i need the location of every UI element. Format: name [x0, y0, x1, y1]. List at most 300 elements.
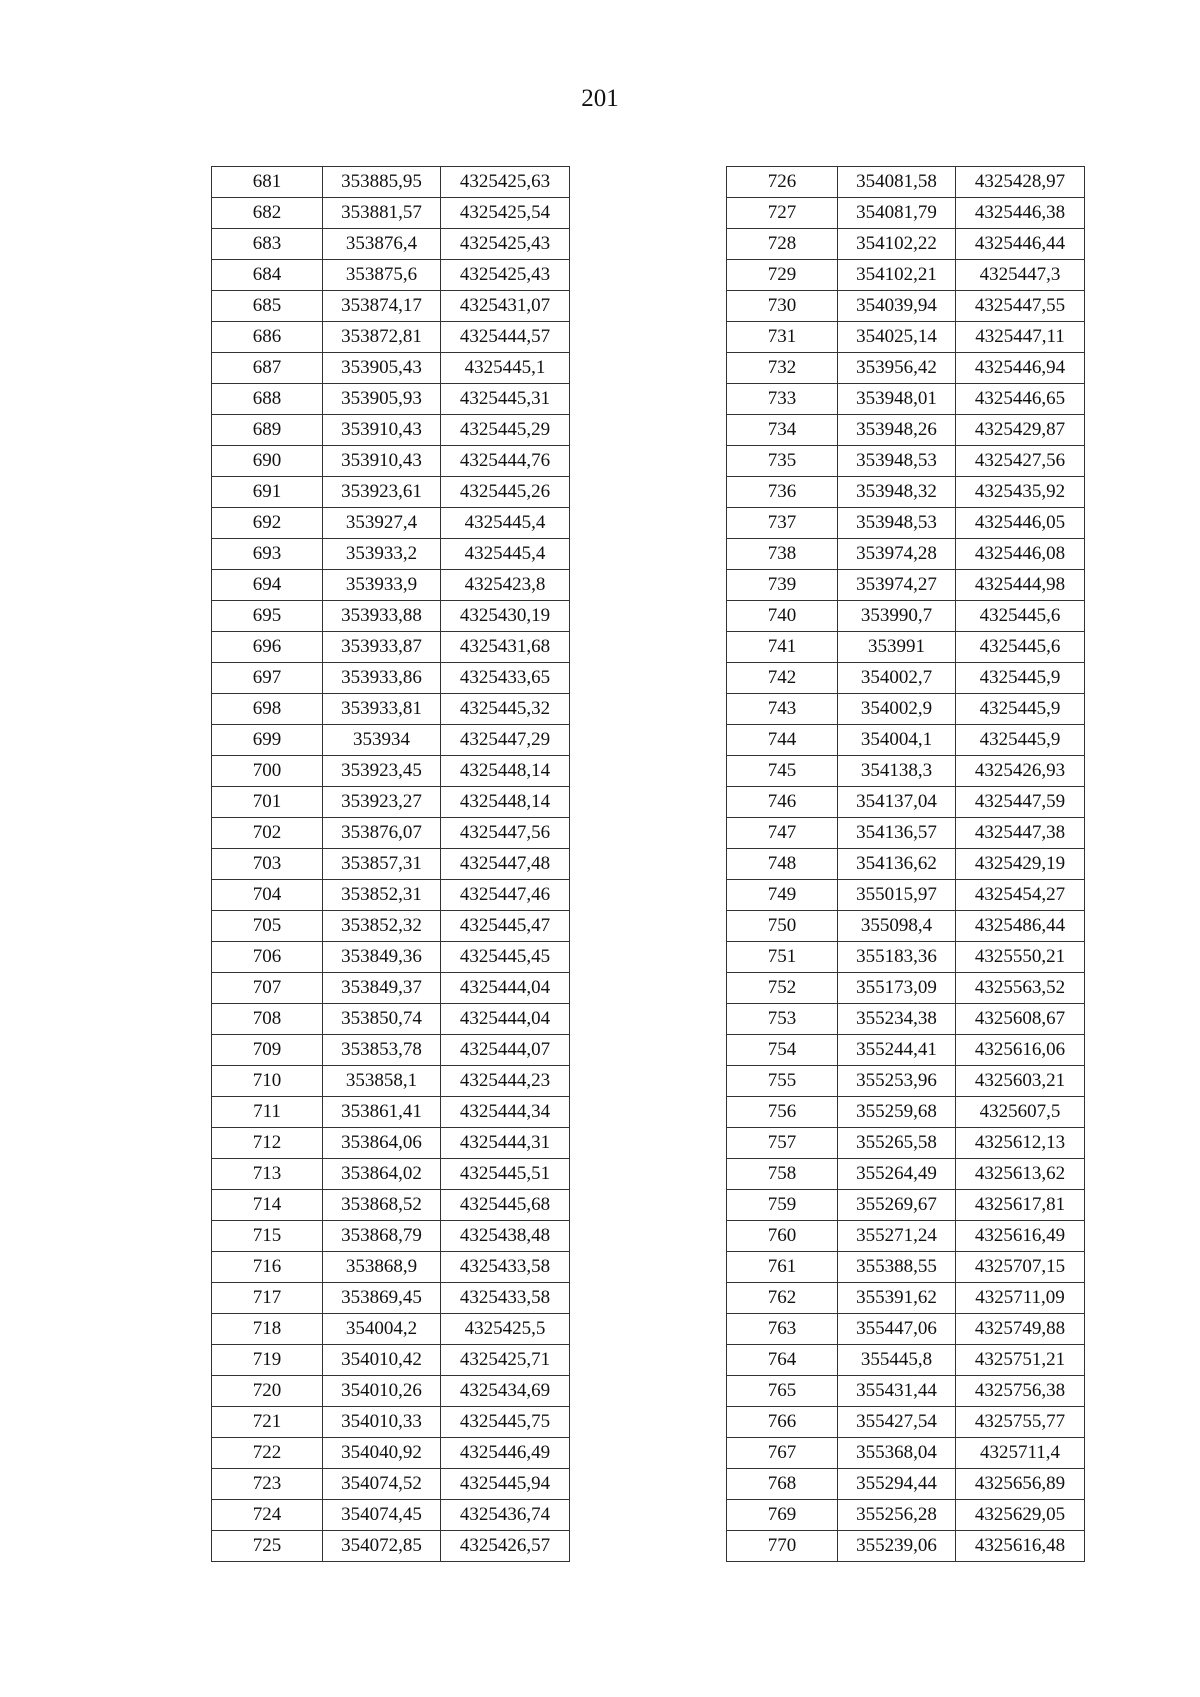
y-coordinate-cell: 4325444,31 — [441, 1128, 570, 1159]
point-number-cell: 681 — [212, 167, 323, 198]
x-coordinate-cell: 353974,28 — [838, 539, 956, 570]
x-coordinate-cell: 353933,86 — [323, 663, 441, 694]
y-coordinate-cell: 4325445,29 — [441, 415, 570, 446]
coordinates-table-left — [211, 166, 570, 1562]
x-coordinate-cell: 353875,6 — [323, 260, 441, 291]
point-number-cell: 685 — [212, 291, 323, 322]
point-number-cell: 760 — [727, 1221, 838, 1252]
point-number-cell: 716 — [212, 1252, 323, 1283]
table-row — [212, 973, 570, 1004]
y-coordinate-cell: 4325444,23 — [441, 1066, 570, 1097]
x-coordinate-cell: 353923,45 — [323, 756, 441, 787]
x-coordinate-cell: 354136,57 — [838, 818, 956, 849]
y-coordinate-cell: 4325426,93 — [956, 756, 1085, 787]
y-coordinate-cell: 4325425,43 — [441, 229, 570, 260]
table-row — [212, 1531, 570, 1562]
x-coordinate-cell: 353849,37 — [323, 973, 441, 1004]
point-number-cell: 718 — [212, 1314, 323, 1345]
y-coordinate-cell: 4325433,65 — [441, 663, 570, 694]
point-number-cell: 744 — [727, 725, 838, 756]
y-coordinate-cell: 4325445,4 — [441, 539, 570, 570]
x-coordinate-cell: 353868,52 — [323, 1190, 441, 1221]
y-coordinate-cell: 4325428,97 — [956, 167, 1085, 198]
x-coordinate-cell: 354136,62 — [838, 849, 956, 880]
table-row — [212, 508, 570, 539]
table-row — [212, 384, 570, 415]
y-coordinate-cell: 4325617,81 — [956, 1190, 1085, 1221]
x-coordinate-cell: 354025,14 — [838, 322, 956, 353]
y-coordinate-cell: 4325447,48 — [441, 849, 570, 880]
coordinates-table-right — [726, 166, 1085, 1562]
y-coordinate-cell: 4325435,92 — [956, 477, 1085, 508]
x-coordinate-cell: 353872,81 — [323, 322, 441, 353]
x-coordinate-cell: 353948,32 — [838, 477, 956, 508]
point-number-cell: 725 — [212, 1531, 323, 1562]
table-row — [727, 1128, 1085, 1159]
point-number-cell: 697 — [212, 663, 323, 694]
x-coordinate-cell: 355183,36 — [838, 942, 956, 973]
table-row — [727, 1066, 1085, 1097]
x-coordinate-cell: 354002,7 — [838, 663, 956, 694]
table-row — [212, 1128, 570, 1159]
y-coordinate-cell: 4325446,44 — [956, 229, 1085, 260]
point-number-cell: 702 — [212, 818, 323, 849]
table-row — [212, 1066, 570, 1097]
table-row — [212, 632, 570, 663]
point-number-cell: 769 — [727, 1500, 838, 1531]
x-coordinate-cell: 354039,94 — [838, 291, 956, 322]
x-coordinate-cell: 353850,74 — [323, 1004, 441, 1035]
point-number-cell: 726 — [727, 167, 838, 198]
x-coordinate-cell: 353948,53 — [838, 446, 956, 477]
table-row — [727, 942, 1085, 973]
table-row — [212, 415, 570, 446]
table-row — [212, 601, 570, 632]
y-coordinate-cell: 4325425,43 — [441, 260, 570, 291]
point-number-cell: 717 — [212, 1283, 323, 1314]
y-coordinate-cell: 4325629,05 — [956, 1500, 1085, 1531]
point-number-cell: 703 — [212, 849, 323, 880]
x-coordinate-cell: 354074,45 — [323, 1500, 441, 1531]
x-coordinate-cell: 354004,1 — [838, 725, 956, 756]
point-number-cell: 750 — [727, 911, 838, 942]
y-coordinate-cell: 4325445,75 — [441, 1407, 570, 1438]
table-row — [727, 291, 1085, 322]
y-coordinate-cell: 4325749,88 — [956, 1314, 1085, 1345]
point-number-cell: 699 — [212, 725, 323, 756]
point-number-cell: 747 — [727, 818, 838, 849]
table-row — [727, 477, 1085, 508]
table-row — [212, 198, 570, 229]
y-coordinate-cell: 4325444,04 — [441, 1004, 570, 1035]
table-row — [212, 1221, 570, 1252]
x-coordinate-cell: 354010,33 — [323, 1407, 441, 1438]
x-coordinate-cell: 353991 — [838, 632, 956, 663]
y-coordinate-cell: 4325430,19 — [441, 601, 570, 632]
point-number-cell: 745 — [727, 756, 838, 787]
table-row — [212, 1500, 570, 1531]
y-coordinate-cell: 4325448,14 — [441, 787, 570, 818]
y-coordinate-cell: 4325446,49 — [441, 1438, 570, 1469]
x-coordinate-cell: 355427,54 — [838, 1407, 956, 1438]
point-number-cell: 707 — [212, 973, 323, 1004]
table-row — [212, 1035, 570, 1066]
point-number-cell: 734 — [727, 415, 838, 446]
y-coordinate-cell: 4325447,46 — [441, 880, 570, 911]
table-row — [727, 1159, 1085, 1190]
table-row — [212, 1314, 570, 1345]
x-coordinate-cell: 354072,85 — [323, 1531, 441, 1562]
y-coordinate-cell: 4325433,58 — [441, 1252, 570, 1283]
x-coordinate-cell: 355447,06 — [838, 1314, 956, 1345]
table-row — [727, 1438, 1085, 1469]
table-row — [727, 508, 1085, 539]
table-row — [212, 787, 570, 818]
y-coordinate-cell: 4325603,21 — [956, 1066, 1085, 1097]
point-number-cell: 719 — [212, 1345, 323, 1376]
x-coordinate-cell: 354004,2 — [323, 1314, 441, 1345]
point-number-cell: 770 — [727, 1531, 838, 1562]
table-row — [727, 756, 1085, 787]
x-coordinate-cell: 355015,97 — [838, 880, 956, 911]
x-coordinate-cell: 355098,4 — [838, 911, 956, 942]
y-coordinate-cell: 4325563,52 — [956, 973, 1085, 1004]
point-number-cell: 753 — [727, 1004, 838, 1035]
y-coordinate-cell: 4325447,29 — [441, 725, 570, 756]
x-coordinate-cell: 354138,3 — [838, 756, 956, 787]
y-coordinate-cell: 4325446,05 — [956, 508, 1085, 539]
x-coordinate-cell: 353868,79 — [323, 1221, 441, 1252]
table-row — [212, 1376, 570, 1407]
x-coordinate-cell: 355234,38 — [838, 1004, 956, 1035]
x-coordinate-cell: 353910,43 — [323, 415, 441, 446]
point-number-cell: 721 — [212, 1407, 323, 1438]
x-coordinate-cell: 353927,4 — [323, 508, 441, 539]
table-row — [727, 1376, 1085, 1407]
x-coordinate-cell: 353876,07 — [323, 818, 441, 849]
table-row — [727, 384, 1085, 415]
y-coordinate-cell: 4325444,07 — [441, 1035, 570, 1066]
point-number-cell: 711 — [212, 1097, 323, 1128]
table-row — [212, 1190, 570, 1221]
point-number-cell: 739 — [727, 570, 838, 601]
table-row — [727, 415, 1085, 446]
y-coordinate-cell: 4325445,9 — [956, 725, 1085, 756]
x-coordinate-cell: 355265,58 — [838, 1128, 956, 1159]
table-row — [727, 1252, 1085, 1283]
table-row — [212, 756, 570, 787]
page-number: 201 — [581, 85, 619, 112]
y-coordinate-cell: 4325425,5 — [441, 1314, 570, 1345]
table-row — [212, 167, 570, 198]
point-number-cell: 720 — [212, 1376, 323, 1407]
point-number-cell: 701 — [212, 787, 323, 818]
table-row — [212, 539, 570, 570]
table-row — [727, 1190, 1085, 1221]
y-coordinate-cell: 4325447,59 — [956, 787, 1085, 818]
point-number-cell: 733 — [727, 384, 838, 415]
point-number-cell: 705 — [212, 911, 323, 942]
table-row — [727, 1469, 1085, 1500]
y-coordinate-cell: 4325445,32 — [441, 694, 570, 725]
x-coordinate-cell: 354102,21 — [838, 260, 956, 291]
point-number-cell: 710 — [212, 1066, 323, 1097]
point-number-cell: 767 — [727, 1438, 838, 1469]
table-row — [212, 260, 570, 291]
y-coordinate-cell: 4325447,38 — [956, 818, 1085, 849]
x-coordinate-cell: 354081,58 — [838, 167, 956, 198]
x-coordinate-cell: 355173,09 — [838, 973, 956, 1004]
table-row — [727, 167, 1085, 198]
point-number-cell: 764 — [727, 1345, 838, 1376]
table-row — [212, 291, 570, 322]
point-number-cell: 766 — [727, 1407, 838, 1438]
y-coordinate-cell: 4325436,74 — [441, 1500, 570, 1531]
table-row — [212, 446, 570, 477]
point-number-cell: 713 — [212, 1159, 323, 1190]
point-number-cell: 735 — [727, 446, 838, 477]
point-number-cell: 749 — [727, 880, 838, 911]
x-coordinate-cell: 354102,22 — [838, 229, 956, 260]
point-number-cell: 748 — [727, 849, 838, 880]
x-coordinate-cell: 353861,41 — [323, 1097, 441, 1128]
table-row — [212, 694, 570, 725]
table-row — [212, 570, 570, 601]
x-coordinate-cell: 353956,42 — [838, 353, 956, 384]
table-row — [727, 1531, 1085, 1562]
point-number-cell: 722 — [212, 1438, 323, 1469]
table-row — [212, 880, 570, 911]
x-coordinate-cell: 353948,53 — [838, 508, 956, 539]
x-coordinate-cell: 353933,81 — [323, 694, 441, 725]
table-row — [727, 694, 1085, 725]
point-number-cell: 709 — [212, 1035, 323, 1066]
point-number-cell: 689 — [212, 415, 323, 446]
table-row — [727, 818, 1085, 849]
table-row — [212, 725, 570, 756]
y-coordinate-cell: 4325438,48 — [441, 1221, 570, 1252]
table-row — [727, 260, 1085, 291]
table-row — [212, 849, 570, 880]
y-coordinate-cell: 4325445,9 — [956, 663, 1085, 694]
x-coordinate-cell: 353905,43 — [323, 353, 441, 384]
y-coordinate-cell: 4325446,94 — [956, 353, 1085, 384]
table-row — [727, 973, 1085, 1004]
y-coordinate-cell: 4325431,68 — [441, 632, 570, 663]
x-coordinate-cell: 355445,8 — [838, 1345, 956, 1376]
y-coordinate-cell: 4325445,31 — [441, 384, 570, 415]
x-coordinate-cell: 353974,27 — [838, 570, 956, 601]
point-number-cell: 741 — [727, 632, 838, 663]
y-coordinate-cell: 4325427,56 — [956, 446, 1085, 477]
y-coordinate-cell: 4325454,27 — [956, 880, 1085, 911]
point-number-cell: 715 — [212, 1221, 323, 1252]
point-number-cell: 692 — [212, 508, 323, 539]
x-coordinate-cell: 355269,67 — [838, 1190, 956, 1221]
table-row — [727, 601, 1085, 632]
x-coordinate-cell: 354081,79 — [838, 198, 956, 229]
x-coordinate-cell: 355368,04 — [838, 1438, 956, 1469]
table-row — [212, 353, 570, 384]
point-number-cell: 737 — [727, 508, 838, 539]
y-coordinate-cell: 4325756,38 — [956, 1376, 1085, 1407]
x-coordinate-cell: 355391,62 — [838, 1283, 956, 1314]
x-coordinate-cell: 353923,27 — [323, 787, 441, 818]
y-coordinate-cell: 4325607,5 — [956, 1097, 1085, 1128]
x-coordinate-cell: 355239,06 — [838, 1531, 956, 1562]
point-number-cell: 758 — [727, 1159, 838, 1190]
y-coordinate-cell: 4325425,63 — [441, 167, 570, 198]
point-number-cell: 762 — [727, 1283, 838, 1314]
point-number-cell: 691 — [212, 477, 323, 508]
y-coordinate-cell: 4325448,14 — [441, 756, 570, 787]
point-number-cell: 694 — [212, 570, 323, 601]
table-row — [212, 1283, 570, 1314]
y-coordinate-cell: 4325447,55 — [956, 291, 1085, 322]
x-coordinate-cell: 353864,06 — [323, 1128, 441, 1159]
x-coordinate-cell: 353876,4 — [323, 229, 441, 260]
x-coordinate-cell: 353852,31 — [323, 880, 441, 911]
x-coordinate-cell: 353868,9 — [323, 1252, 441, 1283]
point-number-cell: 757 — [727, 1128, 838, 1159]
point-number-cell: 700 — [212, 756, 323, 787]
table-row — [727, 1345, 1085, 1376]
table-row — [212, 663, 570, 694]
x-coordinate-cell: 353881,57 — [323, 198, 441, 229]
y-coordinate-cell: 4325445,4 — [441, 508, 570, 539]
y-coordinate-cell: 4325751,21 — [956, 1345, 1085, 1376]
y-coordinate-cell: 4325711,4 — [956, 1438, 1085, 1469]
y-coordinate-cell: 4325612,13 — [956, 1128, 1085, 1159]
table-row — [212, 1407, 570, 1438]
point-number-cell: 759 — [727, 1190, 838, 1221]
table-row — [727, 1035, 1085, 1066]
x-coordinate-cell: 354040,92 — [323, 1438, 441, 1469]
point-number-cell: 714 — [212, 1190, 323, 1221]
point-number-cell: 683 — [212, 229, 323, 260]
point-number-cell: 738 — [727, 539, 838, 570]
table-row — [727, 1500, 1085, 1531]
table-row — [727, 663, 1085, 694]
point-number-cell: 698 — [212, 694, 323, 725]
y-coordinate-cell: 4325446,65 — [956, 384, 1085, 415]
y-coordinate-cell: 4325613,62 — [956, 1159, 1085, 1190]
x-coordinate-cell: 353869,45 — [323, 1283, 441, 1314]
y-coordinate-cell: 4325608,67 — [956, 1004, 1085, 1035]
table-row — [212, 942, 570, 973]
x-coordinate-cell: 355259,68 — [838, 1097, 956, 1128]
x-coordinate-cell: 353923,61 — [323, 477, 441, 508]
x-coordinate-cell: 353853,78 — [323, 1035, 441, 1066]
point-number-cell: 727 — [727, 198, 838, 229]
point-number-cell: 730 — [727, 291, 838, 322]
y-coordinate-cell: 4325447,3 — [956, 260, 1085, 291]
y-coordinate-cell: 4325445,6 — [956, 601, 1085, 632]
x-coordinate-cell: 354010,42 — [323, 1345, 441, 1376]
y-coordinate-cell: 4325445,26 — [441, 477, 570, 508]
x-coordinate-cell: 354074,52 — [323, 1469, 441, 1500]
table-row — [727, 446, 1085, 477]
y-coordinate-cell: 4325755,77 — [956, 1407, 1085, 1438]
x-coordinate-cell: 355253,96 — [838, 1066, 956, 1097]
point-number-cell: 712 — [212, 1128, 323, 1159]
point-number-cell: 740 — [727, 601, 838, 632]
y-coordinate-cell: 4325486,44 — [956, 911, 1085, 942]
point-number-cell: 686 — [212, 322, 323, 353]
table-row — [212, 911, 570, 942]
x-coordinate-cell: 353933,88 — [323, 601, 441, 632]
table-row — [727, 322, 1085, 353]
point-number-cell: 696 — [212, 632, 323, 663]
y-coordinate-cell: 4325429,19 — [956, 849, 1085, 880]
point-number-cell: 742 — [727, 663, 838, 694]
table-row — [727, 1283, 1085, 1314]
table-row — [727, 1407, 1085, 1438]
x-coordinate-cell: 353858,1 — [323, 1066, 441, 1097]
x-coordinate-cell: 355388,55 — [838, 1252, 956, 1283]
y-coordinate-cell: 4325444,04 — [441, 973, 570, 1004]
point-number-cell: 765 — [727, 1376, 838, 1407]
point-number-cell: 752 — [727, 973, 838, 1004]
y-coordinate-cell: 4325446,08 — [956, 539, 1085, 570]
y-coordinate-cell: 4325444,98 — [956, 570, 1085, 601]
y-coordinate-cell: 4325425,54 — [441, 198, 570, 229]
table-row — [727, 570, 1085, 601]
point-number-cell: 687 — [212, 353, 323, 384]
point-number-cell: 706 — [212, 942, 323, 973]
x-coordinate-cell: 353948,26 — [838, 415, 956, 446]
y-coordinate-cell: 4325445,6 — [956, 632, 1085, 663]
table-row — [727, 198, 1085, 229]
point-number-cell: 708 — [212, 1004, 323, 1035]
point-number-cell: 732 — [727, 353, 838, 384]
x-coordinate-cell: 353933,2 — [323, 539, 441, 570]
y-coordinate-cell: 4325429,87 — [956, 415, 1085, 446]
point-number-cell: 755 — [727, 1066, 838, 1097]
point-number-cell: 688 — [212, 384, 323, 415]
point-number-cell: 684 — [212, 260, 323, 291]
y-coordinate-cell: 4325616,48 — [956, 1531, 1085, 1562]
y-coordinate-cell: 4325447,11 — [956, 322, 1085, 353]
x-coordinate-cell: 353864,02 — [323, 1159, 441, 1190]
table-row — [727, 1004, 1085, 1035]
table-row — [727, 539, 1085, 570]
x-coordinate-cell: 355256,28 — [838, 1500, 956, 1531]
table-row — [727, 849, 1085, 880]
x-coordinate-cell: 355244,41 — [838, 1035, 956, 1066]
table-row — [212, 229, 570, 260]
table-row — [727, 632, 1085, 663]
y-coordinate-cell: 4325445,47 — [441, 911, 570, 942]
table-row — [727, 880, 1085, 911]
table-row — [212, 1345, 570, 1376]
table-row — [212, 1252, 570, 1283]
point-number-cell: 746 — [727, 787, 838, 818]
point-number-cell: 723 — [212, 1469, 323, 1500]
table-row — [212, 1159, 570, 1190]
y-coordinate-cell: 4325445,68 — [441, 1190, 570, 1221]
y-coordinate-cell: 4325445,45 — [441, 942, 570, 973]
point-number-cell: 724 — [212, 1500, 323, 1531]
x-coordinate-cell: 353905,93 — [323, 384, 441, 415]
point-number-cell: 751 — [727, 942, 838, 973]
y-coordinate-cell: 4325707,15 — [956, 1252, 1085, 1283]
table-row — [727, 229, 1085, 260]
y-coordinate-cell: 4325445,51 — [441, 1159, 570, 1190]
x-coordinate-cell: 353874,17 — [323, 291, 441, 322]
table-row — [212, 477, 570, 508]
y-coordinate-cell: 4325656,89 — [956, 1469, 1085, 1500]
